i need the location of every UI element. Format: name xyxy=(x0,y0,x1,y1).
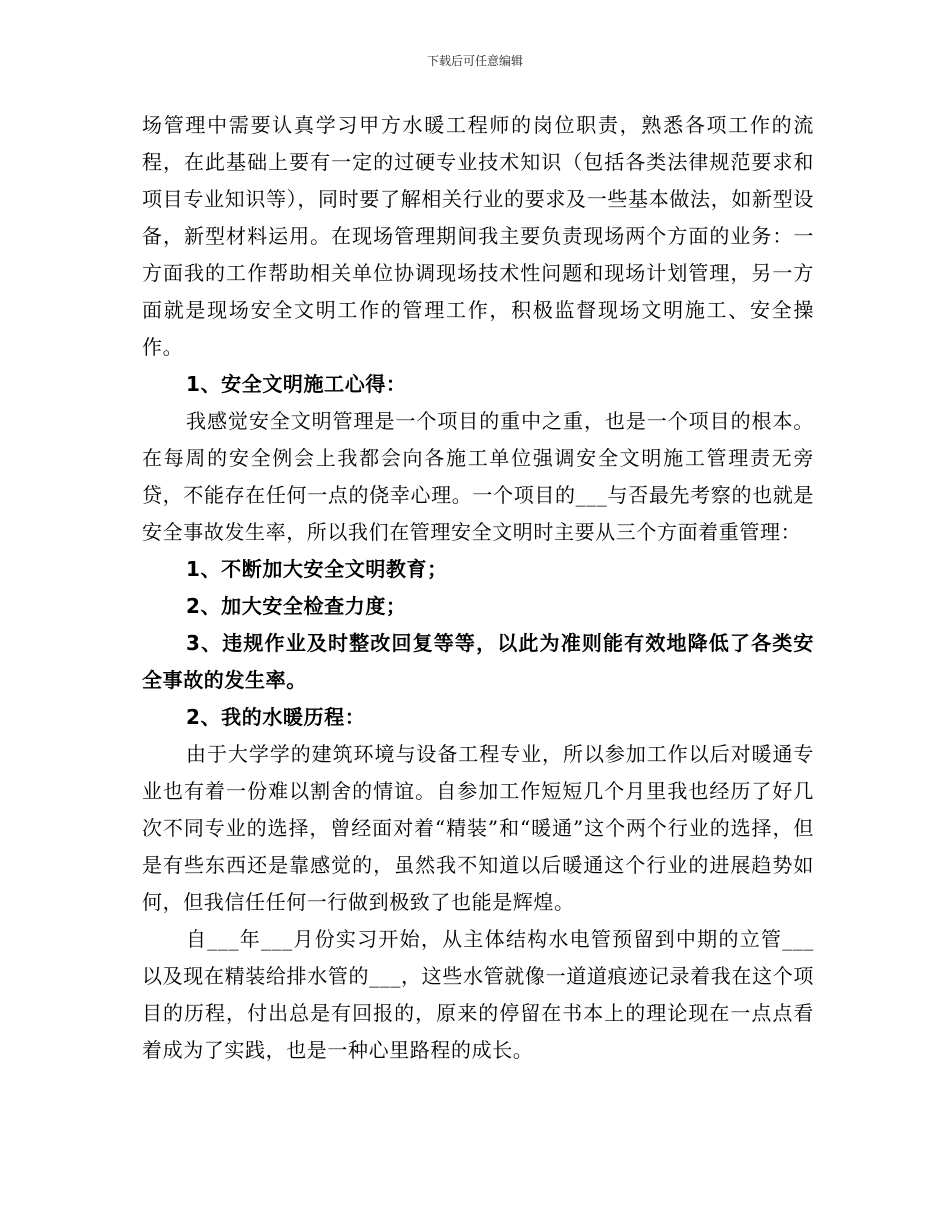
paragraph-safety-management: 我感觉安全文明管理是一个项目的重中之重，也是一个项目的根本。在每周的安全例会上我都会向各施工单位强调安全文明施工管理责无旁贷，不能存在任何一点的侥幸心理。一个项目的___与否最先考察的也就是安全事故发生率，所以我们在管理安全文明时主要从三个方面着重管理： xyxy=(142,409,814,544)
paragraph-site-management: 场管理中需要认真学习甲方水暖工程师的岗位职责，熟悉各项工作的流程，在此基础上要有一定的过硬专业技术知识（包括各类法律规范要求和项目专业知识等），同时要了解相关行业的要求及一些基本做法，如新型设备，新型材料运用。在现场管理期间我主要负责现场两个方面的业务：一方面我的工作帮助相关单位协调现场技术性问题和现场计划管理，另一方面就是现场安全文明工作的管理工作，积极监督现场文明施工、安全操作。 xyxy=(142,113,814,359)
document-body xyxy=(142,107,814,1069)
list-item-inspection: 2、加大安全检查力度； xyxy=(186,594,407,618)
paragraph-hvac-major: 由于大学学的建筑环境与设备工程专业，所以参加工作以后对暖通专业也有着一份难以割舍的情谊。自参加工作短短几个月里我也经历了好几次不同专业的选择，曾经面对着“精装”和“暖通”这个两个行业的选择，但是有些东西还是靠感觉的，虽然我不知道以后暖通这个行业的进展趋势如何，但我信任任何一行做到极致了也能是辉煌。 xyxy=(142,742,814,914)
heading-hvac-journey: 2、我的水暖历程： xyxy=(186,705,366,729)
list-item-rectification: 3、违规作业及时整改回复等等，以此为准则能有效地降低了各类安全事故的发生率。 xyxy=(142,631,814,692)
heading-safety-experience: 1、安全文明施工心得： xyxy=(186,372,407,396)
paragraph-internship: 自___年___月份实习开始，从主体结构水电管预留到中期的立管___以及现在精装给排水管的___，这些水管就像一道道痕迹记录着我在这个项目的历程，付出总是有回报的，原来的停留在书本上的理论现在一点点看着成为了实践，也是一种心里路程的成长。 xyxy=(142,927,814,1062)
page-header: 下载后可任意编辑 xyxy=(426,54,523,68)
list-item-education: 1、不断加大安全文明教育； xyxy=(186,557,448,581)
